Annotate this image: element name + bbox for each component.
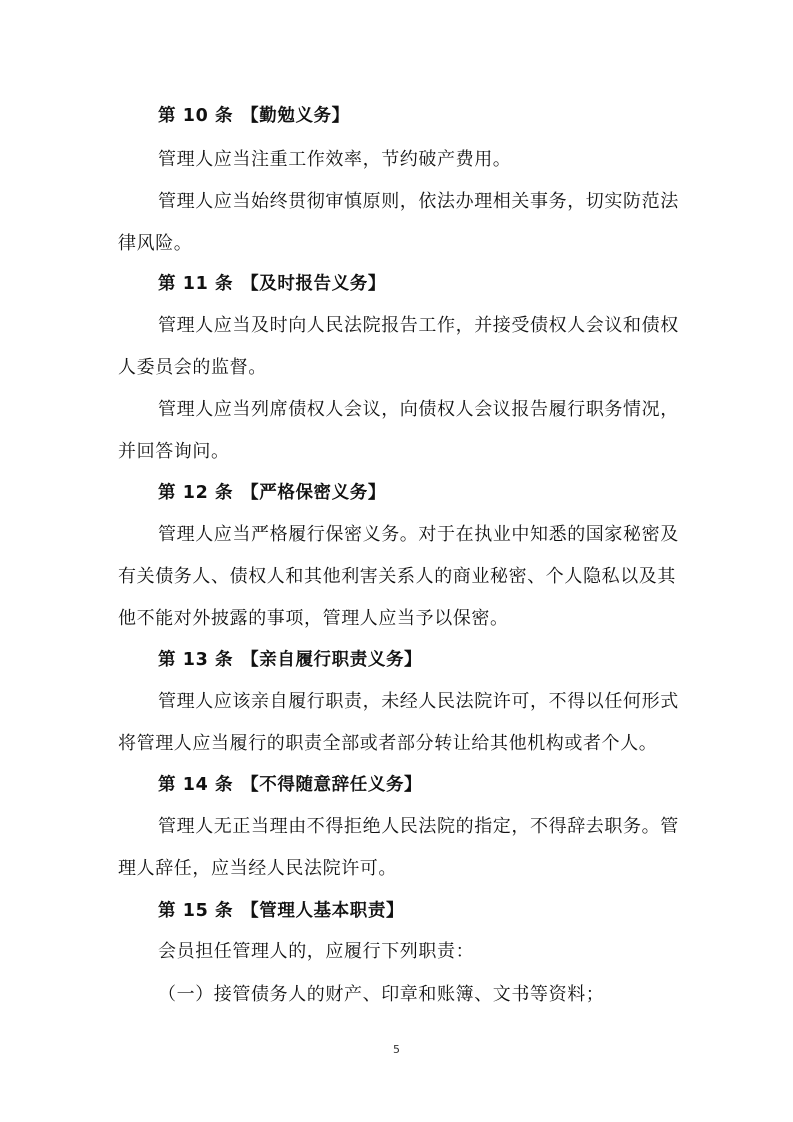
article-14-paragraph-1-line-1: 管理人无正当理由不得拒绝人民法院的指定，不得辞去职务。管 [158, 816, 679, 837]
article-13-paragraph-1-line-1: 管理人应该亲自履行职责，未经人民法院许可，不得以任何形式 [158, 691, 679, 712]
article-12-paragraph-1-line-2: 有关债务人、债权人和其他利害关系人的商业秘密、个人隐私以及其 [118, 566, 676, 587]
article-13-heading [158, 648, 728, 672]
article-11-title: 【及时报告义务】 [241, 274, 386, 294]
article-12-number: 第 12 条 [158, 483, 234, 503]
article-15-paragraph-1: 会员担任管理人的，应履行下列职责： [158, 941, 475, 962]
article-15-title: 【管理人基本职责】 [241, 901, 405, 921]
article-11-paragraph-2-line-2: 并回答询问。 [118, 441, 230, 462]
article-15-number: 第 15 条 [158, 901, 234, 921]
article-14-paragraph-1-line-2: 理人辞任，应当经人民法院许可。 [118, 858, 397, 879]
article-12-paragraph-1-line-1: 管理人应当严格履行保密义务。对于在执业中知悉的国家秘密及 [158, 524, 679, 545]
page-number: 5 [393, 1043, 400, 1056]
article-11-paragraph-1-line-2: 人委员会的监督。 [118, 357, 267, 378]
article-10-paragraph-2-line-2: 律风险。 [118, 233, 193, 254]
article-14-title: 【不得随意辞任义务】 [241, 775, 423, 795]
article-11-paragraph-2-line-1: 管理人应当列席债权人会议，向债权人会议报告履行职务情况， [158, 399, 679, 420]
article-10-number: 第 10 条 [158, 106, 234, 126]
article-12-title: 【严格保密义务】 [241, 483, 386, 503]
article-15-list-item-1: （一）接管债务人的财产、印章和账簿、文书等资料； [158, 984, 605, 1005]
article-15-heading [158, 899, 728, 923]
article-14-number: 第 14 条 [158, 775, 234, 795]
article-10-title: 【勤勉义务】 [241, 106, 350, 126]
article-14-heading [158, 773, 728, 797]
article-10-heading [158, 104, 728, 128]
article-13-title: 【亲自履行职责义务】 [241, 650, 423, 670]
article-11-number: 第 11 条 [158, 274, 234, 294]
article-13-number: 第 13 条 [158, 650, 234, 670]
article-12-paragraph-1-line-3: 他不能对外披露的事项，管理人应当予以保密。 [118, 608, 509, 629]
article-11-paragraph-1-line-1: 管理人应当及时向人民法院报告工作，并接受债权人会议和债权 [158, 315, 679, 336]
article-10-paragraph-1: 管理人应当注重工作效率，节约破产费用。 [158, 149, 512, 170]
article-11-heading [158, 272, 728, 296]
article-12-heading [158, 481, 728, 505]
article-13-paragraph-1-line-2: 将管理人应当履行的职责全部或者部分转让给其他机构或者个人。 [118, 733, 658, 754]
article-10-paragraph-2-line-1: 管理人应当始终贯彻审慎原则，依法办理相关事务，切实防范法 [158, 191, 679, 212]
